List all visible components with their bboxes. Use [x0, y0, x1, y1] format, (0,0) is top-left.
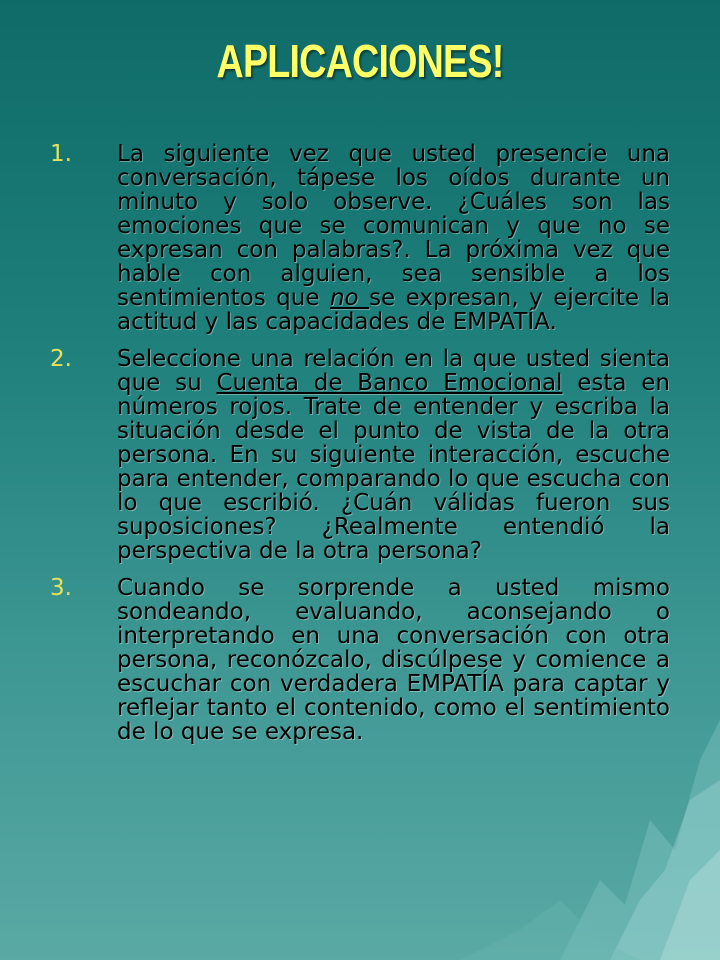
- list-item-number: 3.: [50, 575, 72, 601]
- list-item: [50, 142, 670, 334]
- text-segment: se expresan, y ejercite la actitud y las capacidades de EMPATÍA.: [117, 285, 671, 335]
- list-item-text: [117, 347, 670, 563]
- list-item-text: [117, 142, 670, 334]
- text-segment: esta en números rojos. Trate de entender y escriba la situación desde el punto de vista de la otra persona. En su siguiente interacción, escuche para entender, comparando lo que escucha con lo que escribió. ¿Cuán válidas fueron sus suposiciones? ¿Realmente entendió la perspectiva de la otra persona?: [117, 370, 670, 564]
- underlined-term: Cuenta de Banco Emocional: [216, 370, 563, 396]
- text-segment: Seleccione una relación en la que usted sienta que su: [117, 346, 670, 396]
- applications-list: [50, 142, 670, 757]
- emphasis-text: no: [329, 285, 370, 311]
- list-item-text: Cuando se sorprende a usted mismo sondeando, evaluando, aconsejando o interpretando en una conversación con otra persona, reconózcalo, discúlpese y comience a escuchar con verdadera EMPATÍA para captar y reflejar tanto el contenido, como el sentimiento de lo que se expresa.: [117, 575, 670, 745]
- list-item: [50, 576, 670, 744]
- list-item-number: 2.: [50, 346, 72, 372]
- text-segment: La siguiente vez que usted presencie una conversación, tápese los oídos durante un minuto y solo observe. ¿Cuáles son las emociones que se comunican y que no se expresan con palabras?. La próxima vez que hable con alguien, sea sensible a los sentimientos que: [117, 141, 670, 311]
- slide-title: APLICACIONES!: [216, 35, 504, 87]
- list-item: [50, 347, 670, 563]
- list-item-number: 1.: [50, 141, 72, 167]
